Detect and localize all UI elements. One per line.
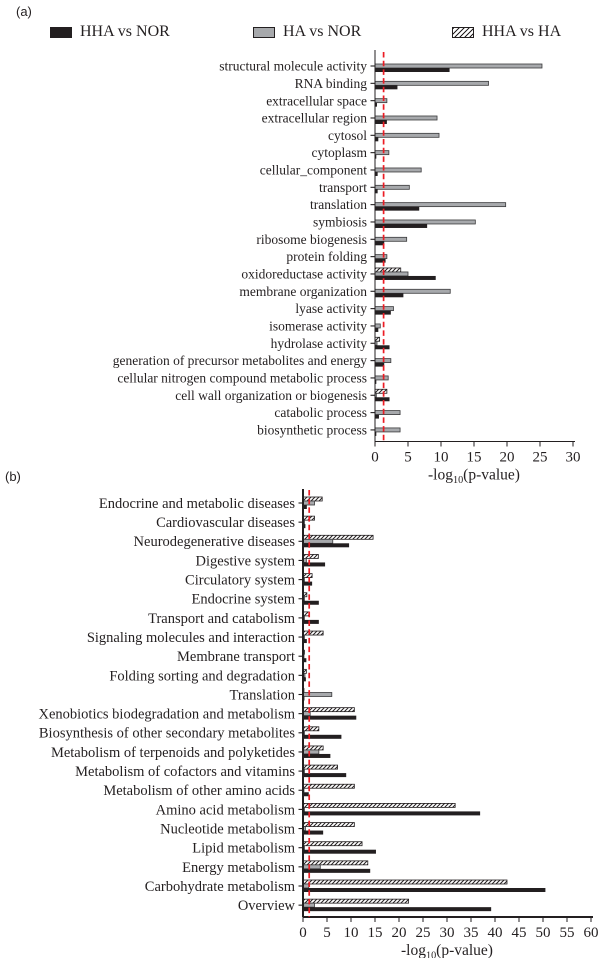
bar-solid-black	[375, 68, 450, 72]
category-label: Overview	[237, 898, 295, 915]
bar-hatched	[303, 535, 373, 539]
category-label: extracellular region	[261, 110, 367, 126]
bar-hatched	[375, 389, 387, 393]
category-label: structural molecule activity	[219, 58, 367, 74]
legend-label: HHA vs HA	[482, 23, 562, 40]
bar-solid-gray	[303, 884, 309, 888]
category-label: Metabolism of cofactors and vitamins	[75, 764, 295, 780]
category-label: Signaling molecules and interaction	[86, 630, 295, 646]
x-tick-label: 25	[532, 449, 548, 466]
bar-hatched	[303, 612, 309, 616]
category-label: membrane organization	[239, 283, 367, 299]
category-label: Folding sorting and degradation	[109, 668, 295, 685]
bar-solid-black	[303, 716, 356, 720]
x-tick-label: 35	[463, 925, 479, 941]
bar-solid-black	[375, 85, 397, 89]
bar-solid-gray	[375, 411, 400, 415]
bar-solid-black	[375, 345, 390, 349]
category-label: Endocrine system	[191, 591, 295, 608]
bar-solid-black	[375, 120, 387, 124]
bar-solid-gray	[375, 428, 400, 432]
bar-hatched	[303, 497, 322, 501]
category-label: oxidoreductase activity	[241, 266, 367, 282]
category-label: Energy metabolism	[182, 859, 295, 876]
category-label: Neurodegenerative diseases	[133, 534, 295, 551]
bar-solid-black	[303, 869, 370, 873]
bar-solid-gray	[375, 237, 407, 241]
bar-hatched	[303, 727, 319, 731]
category-label: cytoplasm	[311, 145, 367, 161]
category-label: transport	[319, 179, 367, 195]
bar-solid-black	[303, 620, 319, 624]
category-label: generation of precursor metabolites and energy	[112, 353, 367, 369]
bar-hatched	[303, 899, 409, 903]
category-label: hydrolase activity	[270, 335, 367, 351]
category-label: catabolic process	[274, 405, 367, 421]
category-label: Transport and catabolism	[148, 610, 295, 627]
x-tick-label: 10	[433, 449, 449, 466]
bar-hatched	[375, 268, 401, 272]
category-label: isomerase activity	[269, 318, 367, 334]
x-axis-label: $-\log_{10}(p-value)$	[401, 942, 493, 958]
bar-solid-gray	[375, 220, 475, 224]
x-tick-label: 50	[535, 925, 551, 941]
category-label: protein folding	[286, 249, 367, 265]
category-label: cellular nitrogen compound metabolic process	[117, 370, 367, 386]
category-label: cell wall organization or biogenesis	[175, 387, 367, 403]
legend-label: HHA vs NOR	[80, 23, 170, 40]
category-label: Endocrine and metabolic diseases	[98, 495, 295, 512]
bar-solid-gray	[375, 168, 421, 172]
x-tick-label: 30	[439, 925, 455, 941]
bar-solid-gray	[375, 151, 389, 155]
bar-hatched	[303, 574, 312, 578]
bar-hatched	[303, 842, 362, 846]
bar-solid-gray	[375, 376, 388, 380]
panel-a-letter: (a)	[16, 4, 32, 19]
bar-solid-gray	[375, 203, 506, 207]
category-label: extracellular space	[266, 93, 367, 109]
bar-solid-gray	[375, 272, 408, 276]
x-tick-label: 20	[391, 925, 407, 941]
panel-b-chart	[38, 489, 598, 958]
x-tick-label: 40	[487, 925, 503, 941]
category-label: Membrane transport	[177, 649, 295, 666]
category-label: Digestive system	[195, 553, 295, 570]
category-label: Nucleotide metabolism	[160, 821, 295, 838]
x-axis-label: $-\log_{10}(p-value)$	[428, 466, 520, 486]
category-label: Lipid metabolism	[192, 840, 295, 857]
x-tick-label: 60	[583, 925, 599, 941]
category-label: cytosol	[328, 127, 367, 143]
bar-solid-black	[303, 582, 312, 586]
bar-solid-black	[303, 811, 480, 815]
bar-solid-gray	[375, 99, 387, 103]
bar-solid-black	[375, 207, 419, 211]
category-label: RNA binding	[294, 75, 367, 91]
bar-solid-black	[303, 601, 319, 605]
bar-solid-black	[303, 562, 325, 566]
category-label: Xenobiotics biodegradation and metabolism	[38, 706, 295, 723]
bar-solid-gray	[375, 255, 387, 259]
category-label: cellular_component	[259, 162, 367, 178]
bar-solid-gray	[303, 865, 320, 869]
category-label: translation	[310, 197, 367, 213]
bar-solid-black	[303, 850, 376, 854]
bar-hatched	[303, 880, 507, 884]
bar-solid-gray	[375, 64, 542, 68]
category-label: Carbohydrate metabolism	[144, 878, 295, 895]
bar-solid-black	[303, 831, 323, 835]
x-tick-label: 20	[499, 449, 515, 466]
category-label: Circulatory system	[185, 572, 295, 589]
x-tick-label: 5	[404, 449, 412, 466]
bar-solid-black	[303, 754, 330, 758]
panel-b-letter: (b)	[5, 469, 21, 484]
x-tick-label: 10	[343, 925, 359, 941]
category-label: Biosynthesis of other secondary metabolites	[38, 725, 295, 742]
category-label: Metabolism of other amino acids	[103, 783, 295, 800]
bar-solid-gray	[303, 750, 319, 754]
panel-a-chart	[113, 50, 581, 486]
x-tick-label: 0	[299, 925, 307, 941]
x-tick-label: 5	[323, 925, 331, 941]
bar-solid-gray	[375, 185, 409, 189]
bar-solid-black	[375, 293, 403, 297]
x-tick-label: 25	[415, 925, 431, 941]
bar-solid-black	[303, 907, 491, 911]
category-label: symbiosis	[312, 214, 367, 230]
bar-hatched	[303, 631, 323, 635]
bar-hatched	[303, 861, 368, 865]
x-tick-label: 45	[511, 925, 527, 941]
bar-solid-gray	[303, 539, 333, 543]
x-tick-label: 55	[559, 925, 575, 941]
bar-hatched	[303, 746, 323, 750]
bar-hatched	[303, 554, 318, 558]
category-label: Cardiovascular diseases	[156, 515, 295, 532]
bar-hatched	[303, 803, 455, 807]
bar-solid-black	[303, 888, 545, 892]
category-label: lyase activity	[295, 301, 367, 317]
x-tick-label: 0	[371, 449, 379, 466]
bar-hatched	[303, 823, 354, 827]
bar-hatched	[303, 784, 354, 788]
bar-solid-gray	[375, 289, 450, 293]
category-label: Translation	[229, 687, 295, 704]
bar-solid-gray	[303, 693, 332, 697]
category-label: biosynthetic process	[257, 422, 367, 438]
x-tick-label: 15	[367, 925, 383, 941]
category-label: Metabolism of terpenoids and polyketides	[50, 744, 295, 761]
bar-solid-black	[303, 792, 309, 796]
x-tick-label: 15	[466, 449, 482, 466]
bar-hatched	[375, 337, 380, 341]
category-label: Amino acid metabolism	[155, 802, 295, 819]
category-label: ribosome biogenesis	[256, 231, 367, 247]
bar-hatched	[303, 765, 338, 769]
bar-solid-gray	[375, 133, 439, 137]
x-tick-label: 30	[565, 449, 581, 466]
bar-solid-gray	[375, 81, 489, 85]
bar-hatched	[303, 708, 354, 712]
legend-label: HA vs NOR	[283, 23, 362, 40]
bar-solid-gray	[375, 324, 380, 328]
bar-solid-black	[375, 397, 390, 401]
